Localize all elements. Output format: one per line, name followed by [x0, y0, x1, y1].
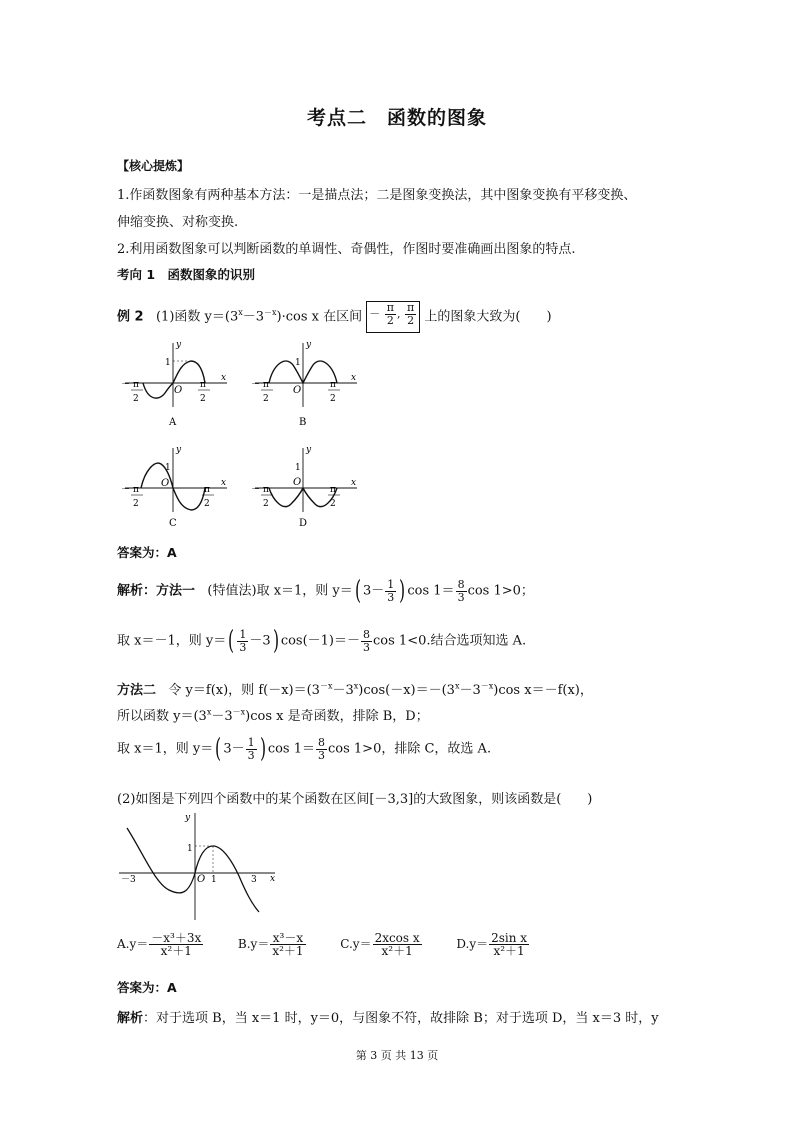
option-b-label: B.y＝ [237, 937, 270, 951]
m2-sup-1: －x [319, 681, 333, 691]
frac-8-3-c-den: 3 [318, 748, 325, 762]
direction-heading: 考向 1 函数图象的识别 [117, 267, 256, 282]
line4-c: cos 1>0，排除 C，故选 A. [328, 741, 492, 757]
m2-sup-2: x [353, 681, 359, 691]
q2-y-label: y [185, 813, 191, 823]
graph-b-y-label: y [306, 340, 312, 350]
option-d-label: D.y＝ [456, 937, 489, 951]
q2-one-x: 1 [211, 875, 217, 885]
example-1-question [117, 301, 552, 333]
graph-b-two-left: 2 [263, 394, 269, 404]
option-d-num: 2sin x [491, 931, 528, 945]
graph-d-origin: O [293, 477, 302, 488]
analysis-4-line [117, 736, 491, 762]
option-c-label: C.y＝ [340, 937, 372, 951]
q2-neg-three: －3 [121, 875, 136, 885]
analysis-1-a: (特值法)取 x＝1，则 y＝ [207, 583, 353, 599]
option-a-label: A.y＝ [117, 937, 149, 951]
graph-d-option-label: D [299, 518, 308, 529]
graph-c-y-label: y [176, 445, 182, 455]
option-d [456, 931, 530, 958]
analysis-2-line [117, 628, 526, 654]
sup-negx: －x [264, 308, 277, 318]
paren-close-4: ) [259, 734, 266, 764]
graph-c-pi-left: π [133, 485, 139, 495]
graph-b-pi-left: π [263, 380, 269, 390]
method2-text5: )cos x＝－f(x)， [493, 683, 593, 698]
paren-open-4: ( [215, 734, 222, 764]
core-point-1b: 伸缩变换、对称变换. [117, 215, 239, 230]
graph-c-two-left: 2 [133, 499, 139, 509]
line2-a: 取 x＝－1，则 y＝ [117, 633, 227, 649]
graph-b-one: 1 [295, 358, 301, 368]
sup-x: x [238, 308, 243, 318]
q2-x-label: x [270, 874, 276, 884]
graph-c-two-right: 2 [204, 499, 210, 509]
odd-b: －3 [211, 709, 233, 724]
line4-b: cos 1＝ [267, 741, 315, 757]
graph-c-pi-right: π [204, 485, 210, 495]
page-footer: 第 3 页 共 13 页 [355, 1049, 439, 1062]
option-c-den: x²＋1 [381, 944, 413, 958]
frac-1-3-c-den: 3 [247, 748, 255, 762]
odd-sup-2: －x [232, 707, 246, 717]
question-2-graph [115, 808, 290, 923]
graph-c-neg: － [121, 485, 131, 495]
graph-b-origin: O [293, 385, 302, 396]
line4-3part: 3－ [223, 741, 245, 757]
graph-d-two-right: 2 [330, 499, 336, 509]
graph-a-neg: － [121, 380, 131, 390]
odd-sup-1: x [206, 707, 212, 717]
page-title: 考点二 函数的图象 [306, 107, 487, 129]
graph-c-origin: O [161, 478, 170, 489]
analysis-label: 解析：方法一 [117, 583, 196, 599]
q2-origin: O [197, 874, 206, 885]
graph-b-neg: － [251, 380, 261, 390]
option-b [237, 931, 307, 958]
graph-a-option-label: A [169, 417, 177, 428]
m2-sup-3: x [454, 681, 460, 691]
graph-b [251, 340, 357, 428]
graph-b-option-label: B [299, 417, 307, 428]
graph-d [251, 445, 357, 529]
interval-low-den: 2 [386, 314, 394, 327]
analysis-1-b: cos 1＝ [407, 583, 455, 599]
interval-high-den: 2 [407, 314, 415, 327]
graph-d-pi-right: π [330, 485, 336, 495]
ex1-text: (1)函数 y＝(3 [155, 309, 239, 325]
graph-a-y-label: y [176, 340, 182, 350]
paren-open-2: ( [228, 626, 235, 656]
interval-high-num: π [407, 301, 415, 314]
interval-bracket: － $\frac{\pi}{2}$ , $\frac{\pi}{2}$ [366, 301, 420, 333]
frac-3-part: 3－ [362, 583, 385, 599]
odd-a: 所以函数 y＝(3 [117, 709, 207, 724]
option-a-num: －x³＋3x [151, 931, 202, 945]
option-c-frac [373, 932, 422, 957]
paren-close: ) [399, 576, 406, 606]
graph-a-pi-left: π [133, 380, 139, 390]
option-d-frac [489, 932, 529, 957]
section-heading: 【核心提炼】 [117, 159, 190, 173]
option-a-frac [149, 932, 203, 957]
graph-c-one: 1 [165, 463, 171, 473]
graph-b-x-label: x [351, 373, 357, 383]
core-point-1a: 1.作函数图象有两种基本方法：一是描点法；二是图象变换法，其中图象变换有平移变换、 [117, 188, 637, 203]
option-b-frac [270, 932, 305, 957]
frac-1-3-den: 3 [387, 590, 395, 604]
odd-function-line [117, 705, 429, 724]
graph-a-origin: O [174, 385, 183, 396]
method2-text2: －3 [332, 683, 354, 698]
frac-8-3-b [361, 629, 372, 654]
analysis-2-body: ：对于选项 B，当 x＝1 时，y＝0，与图象不符，故排除 B；对于选项 D，当 x＝3 时，y [143, 1011, 659, 1026]
method2-text4: －3 [459, 683, 481, 698]
paren-open: ( [354, 576, 361, 606]
option-c-num: 2xcos x [374, 931, 420, 945]
graph-b-pi-right: π [330, 380, 336, 390]
line2-b: cos(－1)＝－ [280, 633, 361, 649]
frac-8-3-c [316, 737, 327, 762]
graph-d-one: 1 [295, 463, 301, 473]
graph-c [121, 445, 227, 529]
method2-text: 令 y＝f(x)，则 f(－x)＝(3 [168, 683, 320, 698]
options-row [117, 932, 530, 957]
analysis-2-label: 解析 [117, 1011, 144, 1026]
option-a [117, 931, 204, 958]
option-c [340, 931, 422, 958]
answer-1: 答案为：A [117, 545, 177, 560]
frac-1-3-c [246, 737, 257, 762]
paren-close-2: ) [272, 626, 279, 656]
odd-c: )cos x 是奇函数，排除 B，D； [245, 709, 429, 724]
graph-d-y-label: y [306, 445, 312, 455]
graph-a-pi-right: π [200, 380, 206, 390]
option-b-num: x³－x [270, 932, 305, 945]
graph-a-two-left: 2 [133, 394, 139, 404]
frac-1-3-c-num: 1 [247, 735, 255, 749]
ex1-text4: 上的图象大致为( ) [424, 309, 552, 325]
neg-sign: － [369, 307, 381, 321]
graph-b-two-right: 2 [330, 394, 336, 404]
frac-1-3-b-den: 3 [239, 640, 247, 654]
method2-text3: )cos(－x)＝－(3 [358, 683, 455, 698]
ex1-text2: －3 [242, 309, 265, 325]
example-label: 例 2 [117, 309, 144, 325]
interval-high [405, 302, 416, 327]
graph-c-option-label: C [169, 518, 177, 529]
frac-1-3-b-num: 1 [239, 627, 247, 641]
example-2-question: (2)如图是下列四个函数中的某个函数在区间[－3,3]的大致图象，则该函数是( ) [117, 792, 593, 807]
option-b-den: x²＋1 [272, 944, 304, 958]
analysis-1-line [117, 578, 534, 604]
graph-a [121, 340, 227, 428]
frac-8-3-b-num: 8 [363, 627, 371, 641]
method-2-line [117, 679, 593, 698]
q2-three: 3 [251, 875, 257, 885]
q2-one-y: 1 [187, 844, 193, 854]
graph-d-pi-left: π [263, 485, 269, 495]
graph-a-x-label: x [221, 373, 227, 383]
frac-8-3-den: 3 [457, 590, 465, 604]
frac-1-3 [385, 579, 396, 604]
analysis-2-text [117, 1007, 659, 1026]
option-d-den: x²＋1 [493, 944, 525, 958]
ex1-text3: )·cos x 在区间 [276, 309, 363, 325]
graph-a-one: 1 [165, 358, 171, 368]
graph-c-x-label: x [221, 478, 227, 488]
graph-d-neg: － [251, 485, 261, 495]
m2-sup-4: －x [480, 681, 494, 691]
line2-inner: －3 [249, 633, 271, 649]
frac-1-3-num: 1 [387, 577, 395, 591]
answer-2: 答案为：A [117, 980, 177, 995]
method-2-label: 方法二 [117, 683, 157, 698]
option-graphs [115, 335, 375, 535]
analysis-1-c: cos 1>0； [467, 583, 534, 599]
graph-d-two-left: 2 [263, 499, 269, 509]
graph-d-x-label: x [351, 478, 357, 488]
frac-8-3-b-den: 3 [363, 640, 371, 654]
frac-8-3-num: 8 [457, 577, 465, 591]
line4-a: 取 x＝1，则 y＝ [117, 741, 214, 757]
frac-8-3-c-num: 8 [318, 735, 325, 749]
option-a-den: x²＋1 [160, 944, 192, 958]
frac-1-3-b [237, 629, 248, 654]
interval-low-num: π [386, 301, 394, 314]
interval-low [385, 302, 396, 327]
graph-a-two-right: 2 [200, 394, 206, 404]
line2-c: cos 1<0.结合选项知选 A. [373, 633, 527, 649]
core-point-2: 2.利用函数图象可以判断函数的单调性、奇偶性，作图时要准确画出图象的特点. [117, 242, 576, 257]
q2-curve [127, 828, 259, 912]
frac-8-3 [456, 579, 467, 604]
